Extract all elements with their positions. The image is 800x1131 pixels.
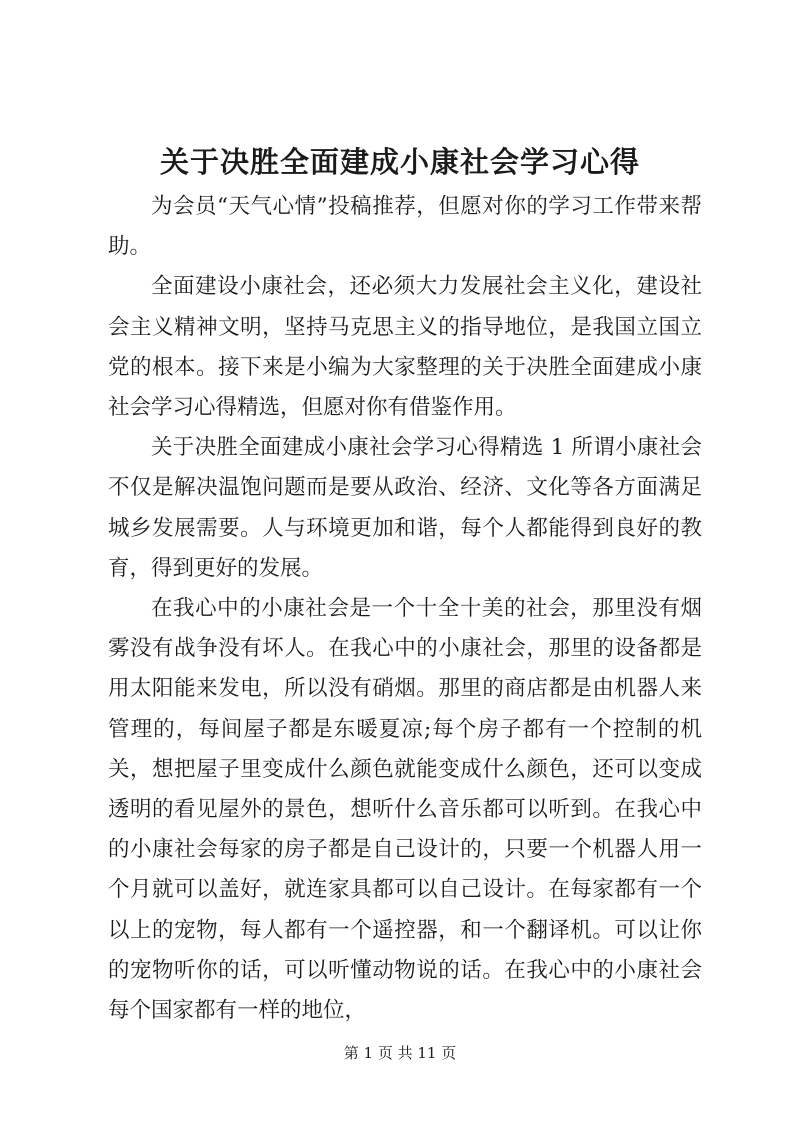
document-body	[108, 187, 702, 1031]
page-number-footer: 第 1 页 共 11 页	[343, 1044, 457, 1062]
paragraph-overview: 全面建设小康社会，还必须大力发展社会主义化，建设社会主义精神文明，坚持马克思主义的指导地位，是我国立国立党的根本。接下来是小编为大家整理的关于决胜全面建成小康社会学习心得精选，但愿对你有借鉴作用。	[108, 274, 702, 421]
paragraph-essay-1: 关于决胜全面建成小康社会学习心得精选 1 所谓小康社会不仅是解决温饱问题而是要从政治、经济、文化等各方面满足城乡发展需要。人与环境更加和谐，每个人都能得到良好的教育，得到更好的发展。	[108, 435, 702, 581]
paragraph-intro: 为会员“天气心情”投稿推荐，但愿对你的学习工作带来帮助。	[108, 194, 702, 260]
paragraph-essay-1-continued: 在我心中的小康社会是一个十全十美的社会，那里没有烟雾没有战争没有坏人。在我心中的小康社会，那里的设备都是用太阳能来发电，所以没有硝烟。那里的商店都是由机器人来管理的，每间屋子都是东暖夏凉;每个房子都有一个控制的机关，想把屋子里变成什么颜色就能变成什么颜色，还可以变成透明的看见屋外的景色，想听什么音乐都可以听到。在我心中的小康社会每家的房子都是自己设计的，只要一个机器人用一个月就可以盖好，就连家具都可以自己设计。在每家都有一个以上的宠物，每人都有一个遥控器，和一个翻译机。可以让你的宠物听你的话，可以听懂动物说的话。在我心中的小康社会每个国家都有一样的地位，	[108, 596, 702, 1024]
document-title: 关于决胜全面建成小康社会学习心得	[159, 145, 640, 179]
